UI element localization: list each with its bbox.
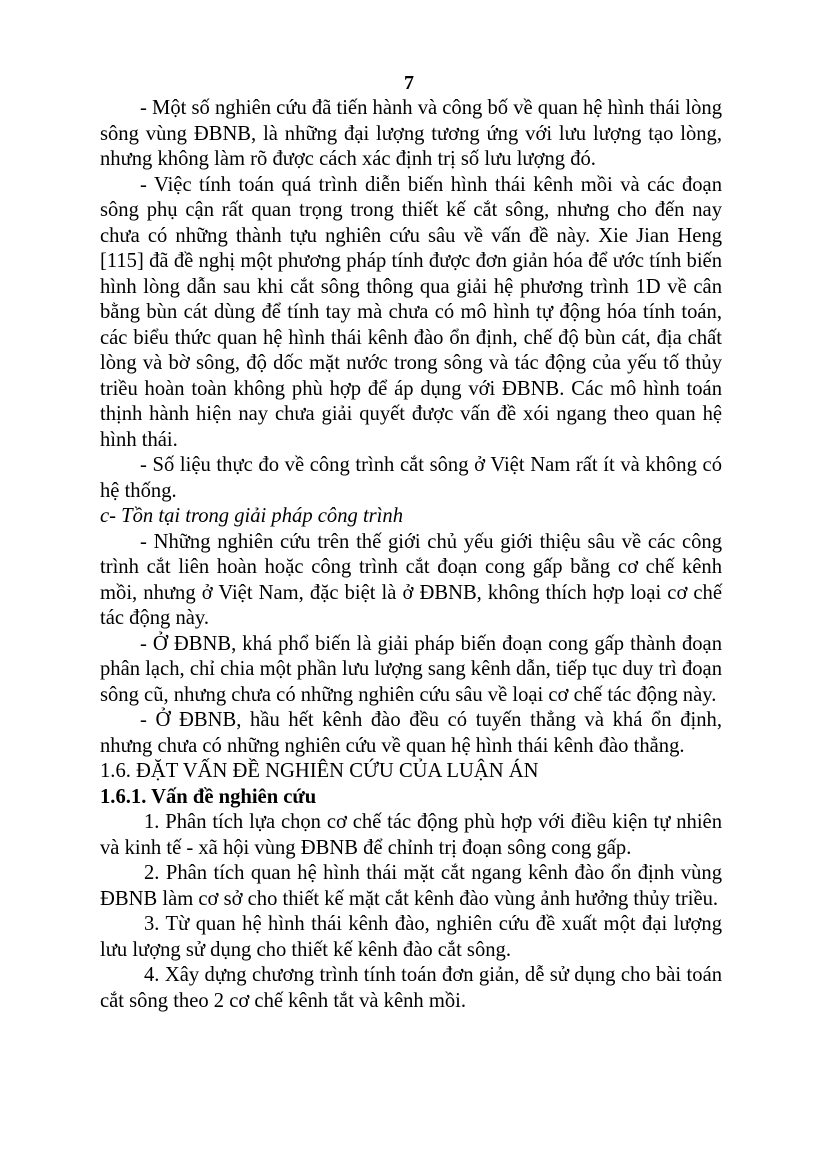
- paragraph: - Ở ĐBNB, khá phổ biến là giải pháp biến đoạn cong gấp thành đoạn phân lạch, chỉ chia một phần lưu lượng sang kênh dẫn, tiếp tục duy trì đoạn sông cũ, nhưng chưa có những nghiên cứu sâu về loại cơ chế tác động này.: [100, 632, 722, 706]
- section-heading: 1.6. ĐẶT VẤN ĐỀ NGHIÊN CỨU CỦA LUẬN ÁN: [100, 760, 539, 782]
- numbered-item: 1. Phân tích lựa chọn cơ chế tác động phù hợp với điều kiện tự nhiên và kinh tế - xã hội vùng ĐBNB để chỉnh trị đoạn sông cong gấp.: [100, 811, 722, 859]
- paragraph: - Số liệu thực đo về công trình cắt sông ở Việt Nam rất ít và không có hệ thống.: [100, 454, 722, 502]
- subsection-heading: 1.6.1. Vấn đề nghiên cứu: [100, 785, 317, 808]
- subheading-c: c- Tồn tại trong giải pháp công trình: [100, 505, 403, 527]
- paragraph: - Những nghiên cứu trên thế giới chủ yếu giới thiệu sâu về các công trình cắt liên hoàn hoặc công trình cắt đoạn cong gấp bằng cơ chế kênh mồi, nhưng ở Việt Nam, đặc biệt là ở ĐBNB, không thích hợp loại cơ chế tác động này.: [100, 530, 722, 629]
- paragraph: - Việc tính toán quá trình diễn biến hình thái kênh mồi và các đoạn sông phụ cận rất quan trọng trong thiết kế cắt sông, nhưng cho đến nay chưa có những thành tựu nghiên cứu sâu về vấn đề này. Xie Jian Heng [115] đã đề nghị một phương pháp tính được đơn giản hóa để ước tính biến hình lòng dẫn sau khi cắt sông thông qua giải hệ phương trình 1D về cân bằng bùn cát dùng để tính tay mà chưa có mô hình tự động hóa tính toán, các biểu thức quan hệ hình thái kênh đào ổn định, chế độ bùn cát, địa chất lòng và bờ sông, độ dốc mặt nước trong sông và tác động của yếu tố thủy triều hoàn toàn không phù hợp để áp dụng với ĐBNB. Các mô hình toán thịnh hành hiện nay chưa giải quyết được vấn đề xói ngang theo quan hệ hình thái.: [100, 173, 722, 451]
- numbered-item: 4. Xây dựng chương trình tính toán đơn giản, dễ sử dụng cho bài toán cắt sông theo 2 cơ chế kênh tắt và kênh mồi.: [100, 964, 722, 1012]
- paragraph: - Một số nghiên cứu đã tiến hành và công bố về quan hệ hình thái lòng sông vùng ĐBNB, là những đại lượng tương ứng với lưu lượng tạo lòng, nhưng không làm rõ được cách xác định trị số lưu lượng đó.: [100, 97, 722, 170]
- numbered-item: 3. Từ quan hệ hình thái kênh đào, nghiên cứu đề xuất một đại lượng lưu lượng sử dụng cho thiết kế kênh đào cắt sông.: [100, 913, 722, 961]
- numbered-item: 2. Phân tích quan hệ hình thái mặt cắt ngang kênh đào ổn định vùng ĐBNB làm cơ sở cho thiết kế mặt cắt kênh đào vùng ảnh hưởng thủy triều.: [100, 862, 722, 910]
- paragraph: - Ở ĐBNB, hầu hết kênh đào đều có tuyến thẳng và khá ổn định, nhưng chưa có những nghiên cứu về quan hệ hình thái kênh đào thẳng.: [100, 709, 722, 757]
- page-number: 7: [404, 72, 414, 94]
- body-text: [100, 96, 722, 1014]
